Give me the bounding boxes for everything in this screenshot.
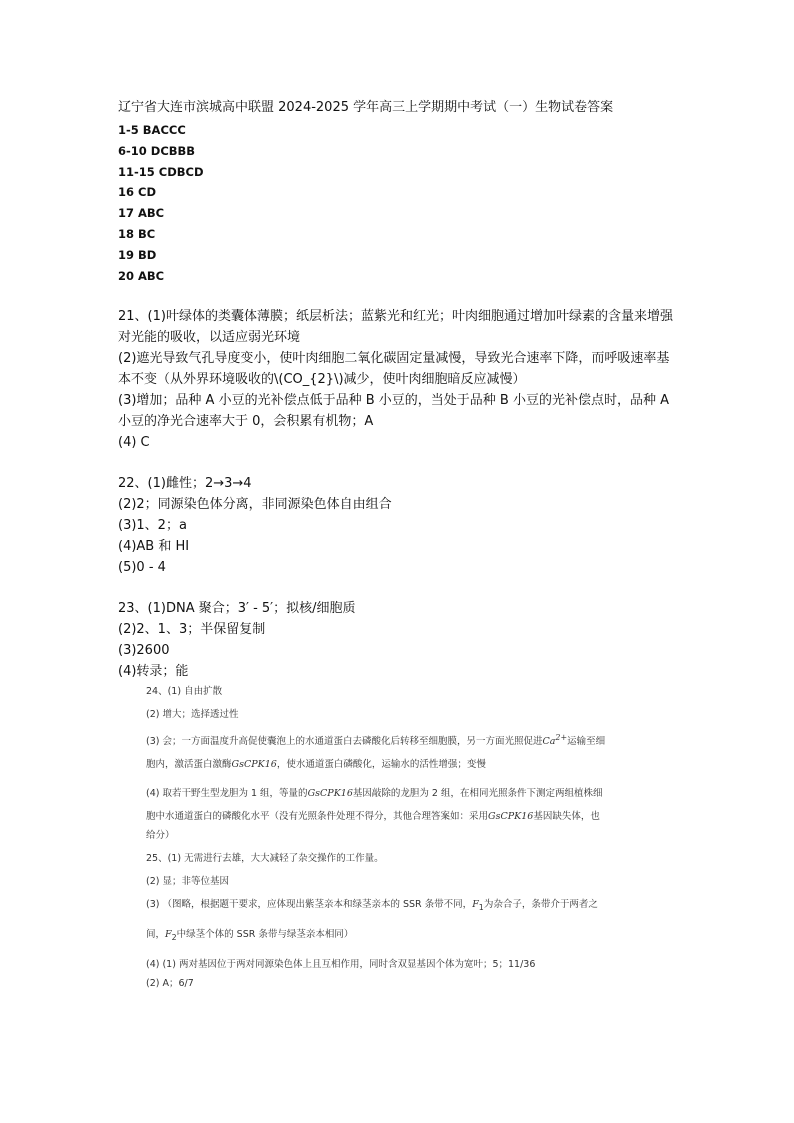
math-ca-charge: 2+	[555, 733, 568, 742]
q22-part5: (5)0 - 4	[118, 560, 166, 576]
q25-part3-line2	[146, 927, 666, 945]
math-f2: F	[165, 929, 172, 941]
q25-part2: (2) 显；非等位基因	[146, 876, 229, 888]
document-title: 辽宁省大连市滨城高中联盟 2024-2025 学年高三上学期期中考试（一）生物试卷答案	[118, 100, 614, 115]
text: 基因缺失体，也	[533, 811, 600, 823]
q23-part4: (4)转录；能	[118, 664, 189, 680]
answer-line: 19 BD	[118, 247, 157, 262]
spacer	[118, 578, 678, 598]
q25-part5: (2) A；6/7	[146, 977, 194, 989]
text: 胞内，激活蛋白激酶	[146, 759, 232, 771]
question-22	[118, 473, 678, 578]
math-ca: Ca	[542, 736, 556, 748]
questions-24-25	[146, 684, 666, 999]
q21-part2: (2)遮光导致气孔导度变小，使叶肉细胞二氧化碳固定量减慢，导致光合速率下降，而呼吸速率基本不变（从外界环境吸收的\(CO_{2}\)减少，使叶肉细胞暗反应减慢）	[118, 351, 670, 388]
text: (3) （图略，根据题干要求，应体现出紫茎亲本和绿茎亲本的 SSR 条带不同，	[146, 899, 473, 911]
math-f1-sub: 1	[478, 903, 484, 913]
q24-part3-line1	[146, 730, 666, 749]
q24-part4-line2	[146, 809, 666, 824]
q22-part4: (4)AB 和 HI	[118, 539, 190, 555]
answer-line: 16 CD	[118, 185, 156, 200]
math-f2-sub: 2	[171, 932, 177, 942]
q25-part3-line1	[146, 897, 666, 915]
q23-part2: (2)2、1、3；半保留复制	[118, 622, 266, 638]
math-gscpk16: GsCPK16	[231, 759, 277, 771]
answer-line: 18 BC	[118, 226, 156, 241]
answer-line: 20 ABC	[118, 268, 165, 283]
question-23	[118, 598, 678, 682]
text: (3) 会；一方面温度升高促使囊泡上的水通道蛋白去磷酸化后转移至细胞膜，另一方面光照促进	[146, 736, 543, 748]
math-gscpk16: GsCPK16	[488, 811, 534, 823]
text: 胞中水通道蛋白的磷酸化水平（没有光照条件处理不得分，其他合理答案如：采用	[146, 811, 489, 823]
q24-part3-line2	[146, 757, 666, 772]
q24-part2: (2) 增大；选择透过性	[146, 709, 239, 720]
text: 基因敲除的龙胆为 2 组，在相同光照条件下测定两组植株细	[352, 788, 603, 800]
q22-part2: (2)2；同源染色体分离，非同源染色体自由组合	[118, 497, 392, 513]
text: 为杂合子，条带介于两者之	[483, 899, 598, 911]
text: 中绿茎个体的 SSR 条带与绿茎亲本相同）	[176, 929, 354, 941]
main-answers	[118, 100, 678, 682]
text: 运输至细	[567, 736, 606, 748]
q22-part3: (3)1、2；a	[118, 518, 187, 534]
multiple-choice-answers	[118, 120, 678, 286]
text: ，使水通道蛋白磷酸化，运输水的活性增强；变慢	[276, 759, 486, 771]
q21-part1: 21、(1)叶绿体的类囊体薄膜；纸层析法；蓝紫光和红光；叶肉细胞通过增加叶绿素的含量来增强对光能的吸收，以适应弱光环境	[118, 309, 673, 346]
q21-part3: (3)增加；品种 A 小豆的光补偿点低于品种 B 小豆的，当处于品种 B 小豆的光补偿点时，品种 A 小豆的净光合速率大于 0，会积累有机物；A	[118, 393, 669, 430]
q24-part4-line3: 给分）	[146, 830, 175, 842]
spacer	[118, 453, 678, 473]
q23-part1: 23、(1)DNA 聚合；3′ - 5′；拟核/细胞质	[118, 601, 356, 617]
answer-line: 11-15 CDBCD	[118, 164, 204, 179]
q25-part4: (4) (1) 两对基因位于两对同源染色体上且互相作用，同时含双显基因个体为宽叶；5；11/36	[146, 958, 536, 970]
spacer	[118, 286, 678, 306]
answer-line: 6-10 DCBBB	[118, 143, 196, 158]
q23-part3: (3)2600	[118, 643, 170, 659]
q25-part1: 25、(1) 无需进行去雄，大大减轻了杂交操作的工作量。	[146, 853, 384, 865]
math-gscpk16: GsCPK16	[307, 788, 353, 800]
answer-line: 17 ABC	[118, 206, 165, 221]
q21-part4: (4) C	[118, 435, 150, 451]
question-21	[118, 306, 678, 453]
q24-part4-line1	[146, 786, 666, 801]
q22-part1: 22、(1)雌性；2→3→4	[118, 476, 252, 492]
math-f1: F	[472, 899, 479, 911]
text: (4) 取若干野生型龙胆为 1 组，等量的	[146, 788, 308, 800]
text: 间，	[146, 929, 166, 941]
q24-part1: 24、(1) 自由扩散	[146, 686, 223, 697]
answer-line: 1-5 BACCC	[118, 123, 186, 137]
